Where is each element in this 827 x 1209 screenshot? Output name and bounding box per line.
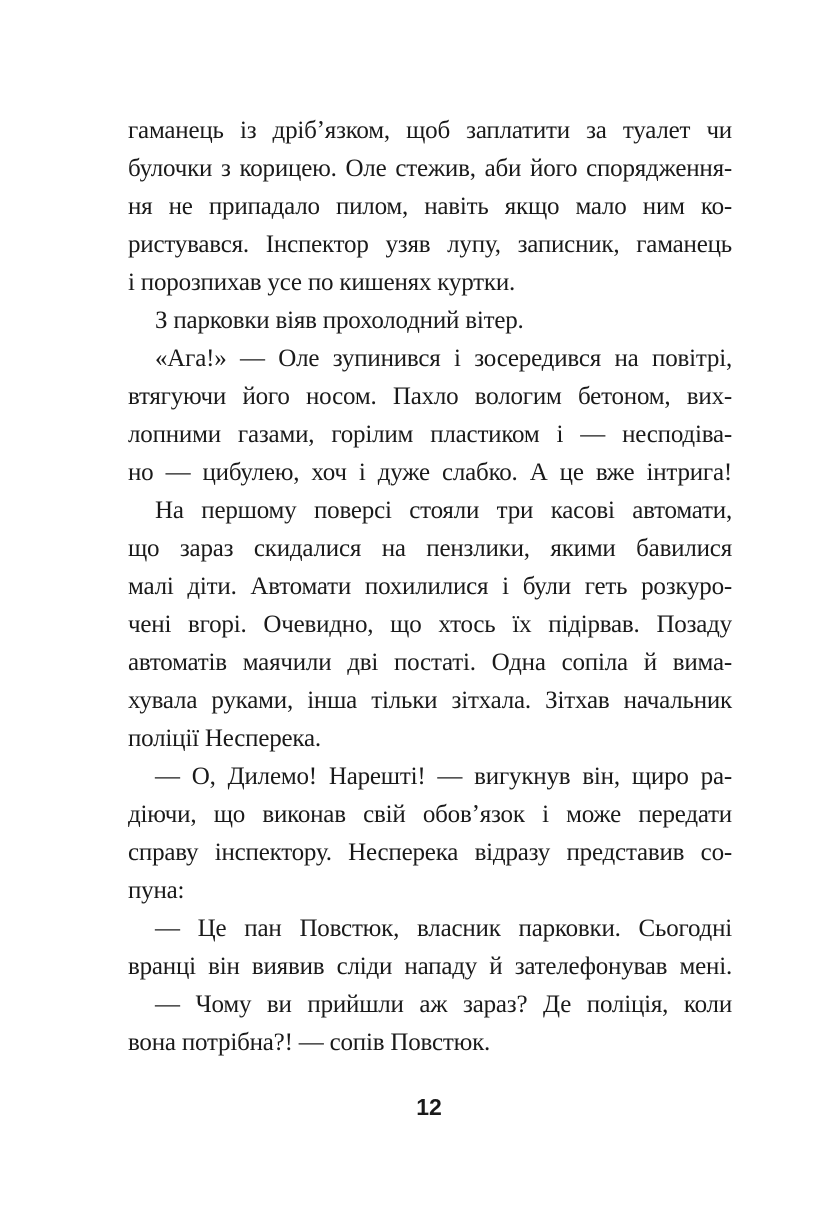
text-line: — Чому ви прийшли аж зараз? Де поліція, коли: [155, 991, 732, 1018]
text-line: поліції Несперека.: [128, 725, 321, 752]
text-line: діючи, що виконав свій обовʼязок і може передати: [128, 801, 732, 828]
text-line: малі діти. Автомати похилилися і були геть розкуро-: [128, 573, 732, 600]
text-line: хувала руками, інша тільки зітхала. Зітхав начальник: [128, 687, 732, 714]
text-line: автоматів маячили дві постаті. Одна сопіла й вима-: [128, 649, 732, 676]
text-line: втягуючи його носом. Пахло вологим бетоном, вих-: [128, 383, 732, 410]
text-line: булочки з корицею. Оле стежив, аби його спорядження-: [128, 155, 732, 182]
text-line: На першому поверсі стояли три касові автомати,: [155, 497, 732, 524]
text-line: справу інспектору. Несперека відразу представив со-: [128, 839, 732, 866]
text-line: чені вгорі. Очевидно, що хтось їх підірвав. Позаду: [128, 611, 732, 638]
text-line: ристувався. Інспектор узяв лупу, записник, гаманець: [128, 231, 732, 258]
text-line: пуна:: [128, 877, 185, 904]
body-text: [128, 112, 732, 1062]
text-line: — Це пан Повстюк, власник парковки. Сьогодні: [155, 915, 732, 942]
text-line: «Ага!» — Оле зупинився і зосередився на повітрі,: [155, 345, 732, 372]
text-line: вона потрібна?! — сопів Повстюк.: [128, 1029, 491, 1056]
text-line: вранці він виявив сліди нападу й зателефонував мені.: [128, 953, 732, 980]
text-line: і порозпихав усе по кишенях куртки.: [128, 269, 516, 296]
text-line: лопними газами, горілим пластиком і — несподіва-: [128, 421, 732, 448]
text-line: З парковки віяв прохолодний вітер.: [155, 307, 524, 334]
page-number: 12: [416, 1094, 442, 1120]
text-line: но — цибулею, хоч і дуже слабко. А це вже інтрига!: [128, 459, 732, 486]
text-line: гаманець із дрібʼязком, щоб заплатити за туалет чи: [128, 117, 732, 144]
text-line: що зараз скидалися на пензлики, якими бавилися: [128, 535, 732, 562]
text-line: ня не припадало пилом, навіть якщо мало ним ко-: [128, 193, 732, 220]
text-line: — О, Дилемо! Нарешті! — вигукнув він, щиро ра-: [155, 763, 732, 790]
